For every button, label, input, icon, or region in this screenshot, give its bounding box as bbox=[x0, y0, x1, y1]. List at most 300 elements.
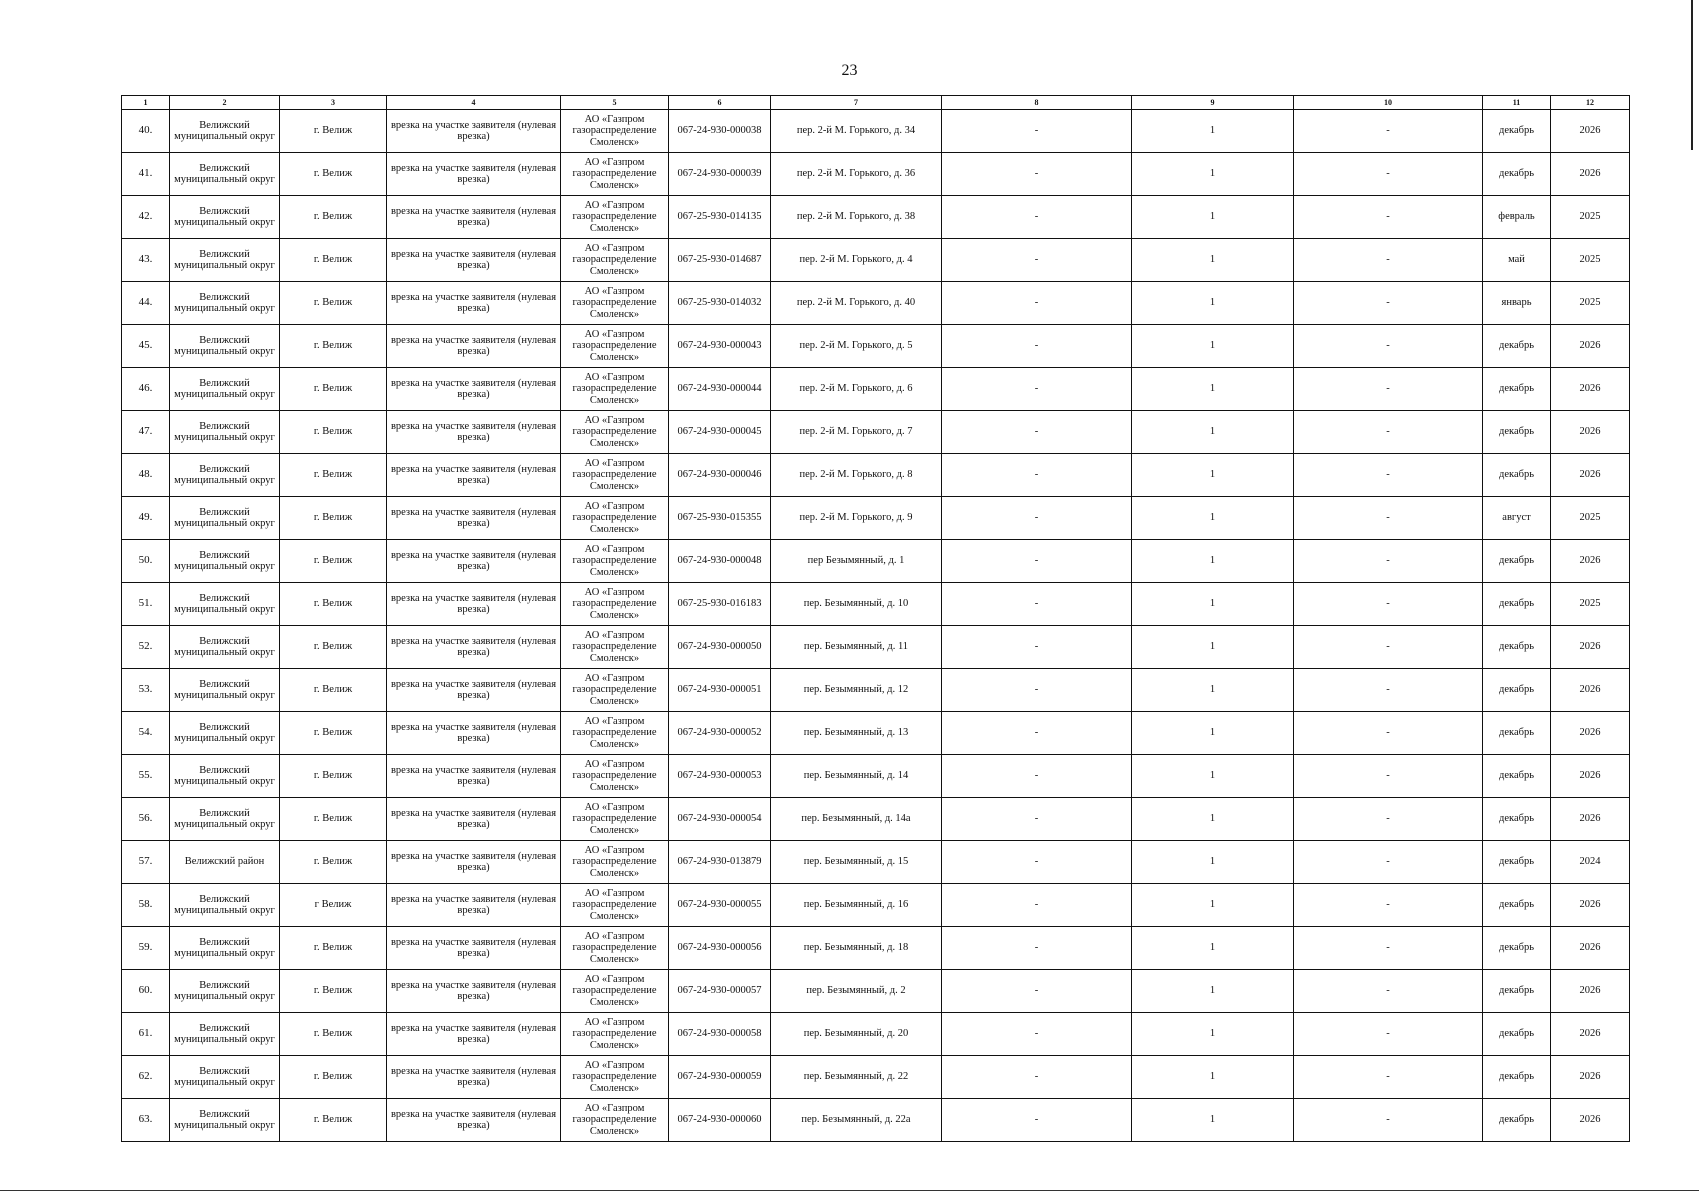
cell-connection-type: врезка на участке заявителя (нулевая врезка) bbox=[387, 325, 561, 368]
cell-application-number: 067-24-930-000054 bbox=[669, 798, 771, 841]
cell-col-9-value: 1 bbox=[1132, 755, 1294, 798]
table-row bbox=[122, 927, 1630, 970]
cell-settlement: г Велиж bbox=[280, 884, 387, 927]
cell-month: декабрь bbox=[1483, 884, 1551, 927]
cell-year: 2025 bbox=[1551, 196, 1630, 239]
cell-address: пер. Безымянный, д. 14а bbox=[771, 798, 942, 841]
cell-settlement: г. Велиж bbox=[280, 411, 387, 454]
cell-connection-type: врезка на участке заявителя (нулевая врезка) bbox=[387, 1056, 561, 1099]
cell-settlement: г. Велиж bbox=[280, 325, 387, 368]
cell-connection-type: врезка на участке заявителя (нулевая врезка) bbox=[387, 841, 561, 884]
cell-application-number: 067-24-930-000056 bbox=[669, 927, 771, 970]
cell-col-9-value: 1 bbox=[1132, 153, 1294, 196]
cell-settlement: г. Велиж bbox=[280, 153, 387, 196]
cell-organization: АО «Газпром газораспределение Смоленск» bbox=[561, 196, 669, 239]
cell-col-8-value: - bbox=[942, 1013, 1132, 1056]
cell-district: Велижский муниципальный округ bbox=[170, 798, 280, 841]
cell-district: Велижский муниципальный округ bbox=[170, 626, 280, 669]
table-body bbox=[122, 110, 1630, 1142]
table-row bbox=[122, 196, 1630, 239]
cell-col-10-value: - bbox=[1294, 239, 1483, 282]
cell-month: декабрь bbox=[1483, 454, 1551, 497]
cell-col-10-value: - bbox=[1294, 282, 1483, 325]
cell-col-8-value: - bbox=[942, 411, 1132, 454]
cell-application-number: 067-24-930-000048 bbox=[669, 540, 771, 583]
table-row bbox=[122, 368, 1630, 411]
cell-col-8-value: - bbox=[942, 325, 1132, 368]
cell-col-10-value: - bbox=[1294, 755, 1483, 798]
column-header-4: 4 bbox=[387, 96, 561, 110]
cell-row-number: 59. bbox=[122, 927, 170, 970]
cell-col-8-value: - bbox=[942, 497, 1132, 540]
cell-district: Велижский муниципальный округ bbox=[170, 1013, 280, 1056]
table-row bbox=[122, 325, 1630, 368]
table-row bbox=[122, 755, 1630, 798]
cell-settlement: г. Велиж bbox=[280, 1099, 387, 1142]
cell-district: Велижский муниципальный округ bbox=[170, 1099, 280, 1142]
cell-row-number: 40. bbox=[122, 110, 170, 153]
cell-connection-type: врезка на участке заявителя (нулевая врезка) bbox=[387, 282, 561, 325]
cell-col-10-value: - bbox=[1294, 927, 1483, 970]
cell-col-10-value: - bbox=[1294, 583, 1483, 626]
cell-month: декабрь bbox=[1483, 970, 1551, 1013]
cell-address: пер. Безымянный, д. 18 bbox=[771, 927, 942, 970]
cell-connection-type: врезка на участке заявителя (нулевая врезка) bbox=[387, 755, 561, 798]
cell-connection-type: врезка на участке заявителя (нулевая врезка) bbox=[387, 927, 561, 970]
cell-application-number: 067-24-930-000046 bbox=[669, 454, 771, 497]
cell-col-10-value: - bbox=[1294, 325, 1483, 368]
cell-connection-type: врезка на участке заявителя (нулевая врезка) bbox=[387, 196, 561, 239]
cell-col-10-value: - bbox=[1294, 153, 1483, 196]
cell-col-10-value: - bbox=[1294, 841, 1483, 884]
cell-col-8-value: - bbox=[942, 884, 1132, 927]
cell-address: пер. Безымянный, д. 22а bbox=[771, 1099, 942, 1142]
cell-col-10-value: - bbox=[1294, 884, 1483, 927]
cell-address: пер. Безымянный, д. 13 bbox=[771, 712, 942, 755]
cell-settlement: г. Велиж bbox=[280, 239, 387, 282]
cell-district: Велижский муниципальный округ bbox=[170, 669, 280, 712]
cell-application-number: 067-24-930-000043 bbox=[669, 325, 771, 368]
cell-connection-type: врезка на участке заявителя (нулевая врезка) bbox=[387, 669, 561, 712]
cell-col-8-value: - bbox=[942, 368, 1132, 411]
cell-row-number: 57. bbox=[122, 841, 170, 884]
cell-district: Велижский муниципальный округ bbox=[170, 497, 280, 540]
cell-year: 2026 bbox=[1551, 153, 1630, 196]
cell-col-9-value: 1 bbox=[1132, 841, 1294, 884]
cell-application-number: 067-24-930-000044 bbox=[669, 368, 771, 411]
cell-organization: АО «Газпром газораспределение Смоленск» bbox=[561, 884, 669, 927]
cell-address: пер. 2-й М. Горького, д. 8 bbox=[771, 454, 942, 497]
cell-col-9-value: 1 bbox=[1132, 798, 1294, 841]
table-row bbox=[122, 411, 1630, 454]
cell-organization: АО «Газпром газораспределение Смоленск» bbox=[561, 239, 669, 282]
table-row bbox=[122, 970, 1630, 1013]
cell-col-8-value: - bbox=[942, 1056, 1132, 1099]
cell-application-number: 067-24-930-000055 bbox=[669, 884, 771, 927]
cell-settlement: г. Велиж bbox=[280, 540, 387, 583]
cell-col-10-value: - bbox=[1294, 110, 1483, 153]
table-row bbox=[122, 540, 1630, 583]
cell-settlement: г. Велиж bbox=[280, 1013, 387, 1056]
cell-application-number: 067-24-930-000038 bbox=[669, 110, 771, 153]
cell-month: август bbox=[1483, 497, 1551, 540]
cell-col-8-value: - bbox=[942, 669, 1132, 712]
cell-row-number: 56. bbox=[122, 798, 170, 841]
cell-row-number: 47. bbox=[122, 411, 170, 454]
cell-year: 2026 bbox=[1551, 454, 1630, 497]
cell-year: 2026 bbox=[1551, 368, 1630, 411]
cell-col-9-value: 1 bbox=[1132, 368, 1294, 411]
cell-col-9-value: 1 bbox=[1132, 1056, 1294, 1099]
cell-month: декабрь bbox=[1483, 712, 1551, 755]
cell-settlement: г. Велиж bbox=[280, 712, 387, 755]
cell-settlement: г. Велиж bbox=[280, 970, 387, 1013]
cell-address: пер. Безымянный, д. 20 bbox=[771, 1013, 942, 1056]
cell-application-number: 067-24-930-000058 bbox=[669, 1013, 771, 1056]
cell-col-8-value: - bbox=[942, 927, 1132, 970]
cell-organization: АО «Газпром газораспределение Смоленск» bbox=[561, 325, 669, 368]
table-row bbox=[122, 1099, 1630, 1142]
column-header-11: 11 bbox=[1483, 96, 1551, 110]
document-table bbox=[121, 95, 1630, 1142]
column-header-12: 12 bbox=[1551, 96, 1630, 110]
cell-col-10-value: - bbox=[1294, 411, 1483, 454]
cell-month: декабрь bbox=[1483, 1099, 1551, 1142]
bottom-rule bbox=[0, 1190, 1699, 1191]
cell-row-number: 52. bbox=[122, 626, 170, 669]
cell-year: 2026 bbox=[1551, 884, 1630, 927]
cell-month: декабрь bbox=[1483, 927, 1551, 970]
cell-district: Велижский муниципальный округ bbox=[170, 970, 280, 1013]
cell-row-number: 55. bbox=[122, 755, 170, 798]
table-row bbox=[122, 884, 1630, 927]
cell-address: пер. Безымянный, д. 14 bbox=[771, 755, 942, 798]
cell-year: 2026 bbox=[1551, 970, 1630, 1013]
cell-col-8-value: - bbox=[942, 583, 1132, 626]
cell-col-9-value: 1 bbox=[1132, 196, 1294, 239]
cell-district: Велижский муниципальный округ bbox=[170, 110, 280, 153]
cell-district: Велижский муниципальный округ bbox=[170, 411, 280, 454]
cell-col-8-value: - bbox=[942, 626, 1132, 669]
cell-application-number: 067-24-930-013879 bbox=[669, 841, 771, 884]
cell-address: пер. Безымянный, д. 10 bbox=[771, 583, 942, 626]
cell-settlement: г. Велиж bbox=[280, 583, 387, 626]
cell-address: пер. Безымянный, д. 22 bbox=[771, 1056, 942, 1099]
cell-district: Велижский муниципальный округ bbox=[170, 927, 280, 970]
cell-settlement: г. Велиж bbox=[280, 110, 387, 153]
cell-address: пер. 2-й М. Горького, д. 5 bbox=[771, 325, 942, 368]
cell-settlement: г. Велиж bbox=[280, 927, 387, 970]
cell-address: пер. 2-й М. Горького, д. 40 bbox=[771, 282, 942, 325]
cell-row-number: 62. bbox=[122, 1056, 170, 1099]
cell-col-9-value: 1 bbox=[1132, 325, 1294, 368]
cell-settlement: г. Велиж bbox=[280, 755, 387, 798]
cell-settlement: г. Велиж bbox=[280, 497, 387, 540]
cell-settlement: г. Велиж bbox=[280, 454, 387, 497]
cell-settlement: г. Велиж bbox=[280, 196, 387, 239]
cell-col-9-value: 1 bbox=[1132, 1099, 1294, 1142]
cell-connection-type: врезка на участке заявителя (нулевая врезка) bbox=[387, 583, 561, 626]
cell-application-number: 067-25-930-015355 bbox=[669, 497, 771, 540]
cell-month: декабрь bbox=[1483, 411, 1551, 454]
cell-year: 2026 bbox=[1551, 626, 1630, 669]
cell-month: декабрь bbox=[1483, 669, 1551, 712]
table-row bbox=[122, 1056, 1630, 1099]
cell-month: декабрь bbox=[1483, 626, 1551, 669]
cell-col-9-value: 1 bbox=[1132, 411, 1294, 454]
cell-year: 2026 bbox=[1551, 669, 1630, 712]
cell-year: 2026 bbox=[1551, 798, 1630, 841]
cell-connection-type: врезка на участке заявителя (нулевая врезка) bbox=[387, 368, 561, 411]
cell-address: пер. 2-й М. Горького, д. 4 bbox=[771, 239, 942, 282]
column-header-1: 1 bbox=[122, 96, 170, 110]
cell-connection-type: врезка на участке заявителя (нулевая врезка) bbox=[387, 1099, 561, 1142]
cell-connection-type: врезка на участке заявителя (нулевая врезка) bbox=[387, 411, 561, 454]
cell-address: пер. 2-й М. Горького, д. 6 bbox=[771, 368, 942, 411]
cell-col-10-value: - bbox=[1294, 368, 1483, 411]
cell-organization: АО «Газпром газораспределение Смоленск» bbox=[561, 540, 669, 583]
cell-month: декабрь bbox=[1483, 325, 1551, 368]
table-row bbox=[122, 712, 1630, 755]
column-header-5: 5 bbox=[561, 96, 669, 110]
cell-month: декабрь bbox=[1483, 841, 1551, 884]
cell-year: 2024 bbox=[1551, 841, 1630, 884]
cell-organization: АО «Газпром газораспределение Смоленск» bbox=[561, 110, 669, 153]
scan-edge-line bbox=[1691, 0, 1693, 150]
cell-district: Велижский муниципальный округ bbox=[170, 540, 280, 583]
cell-address: пер. 2-й М. Горького, д. 36 bbox=[771, 153, 942, 196]
table-row bbox=[122, 583, 1630, 626]
cell-address: пер. 2-й М. Горького, д. 34 bbox=[771, 110, 942, 153]
cell-row-number: 61. bbox=[122, 1013, 170, 1056]
cell-application-number: 067-24-930-000052 bbox=[669, 712, 771, 755]
cell-district: Велижский район bbox=[170, 841, 280, 884]
cell-year: 2026 bbox=[1551, 1056, 1630, 1099]
cell-col-10-value: - bbox=[1294, 669, 1483, 712]
cell-col-9-value: 1 bbox=[1132, 669, 1294, 712]
cell-col-8-value: - bbox=[942, 282, 1132, 325]
cell-year: 2025 bbox=[1551, 282, 1630, 325]
cell-row-number: 46. bbox=[122, 368, 170, 411]
table-row bbox=[122, 1013, 1630, 1056]
cell-col-10-value: - bbox=[1294, 1013, 1483, 1056]
cell-col-10-value: - bbox=[1294, 1056, 1483, 1099]
cell-organization: АО «Газпром газораспределение Смоленск» bbox=[561, 153, 669, 196]
header-row bbox=[122, 96, 1630, 110]
cell-organization: АО «Газпром газораспределение Смоленск» bbox=[561, 497, 669, 540]
cell-year: 2026 bbox=[1551, 325, 1630, 368]
table-row bbox=[122, 798, 1630, 841]
cell-year: 2026 bbox=[1551, 755, 1630, 798]
cell-row-number: 51. bbox=[122, 583, 170, 626]
cell-district: Велижский муниципальный округ bbox=[170, 712, 280, 755]
column-header-10: 10 bbox=[1294, 96, 1483, 110]
cell-col-10-value: - bbox=[1294, 626, 1483, 669]
cell-connection-type: врезка на участке заявителя (нулевая врезка) bbox=[387, 970, 561, 1013]
cell-col-9-value: 1 bbox=[1132, 239, 1294, 282]
cell-col-8-value: - bbox=[942, 712, 1132, 755]
cell-organization: АО «Газпром газораспределение Смоленск» bbox=[561, 282, 669, 325]
cell-organization: АО «Газпром газораспределение Смоленск» bbox=[561, 1013, 669, 1056]
cell-col-8-value: - bbox=[942, 454, 1132, 497]
cell-month: декабрь bbox=[1483, 798, 1551, 841]
cell-connection-type: врезка на участке заявителя (нулевая врезка) bbox=[387, 497, 561, 540]
cell-year: 2025 bbox=[1551, 497, 1630, 540]
column-header-3: 3 bbox=[280, 96, 387, 110]
cell-application-number: 067-24-930-000039 bbox=[669, 153, 771, 196]
cell-district: Велижский муниципальный округ bbox=[170, 282, 280, 325]
cell-application-number: 067-24-930-000051 bbox=[669, 669, 771, 712]
cell-settlement: г. Велиж bbox=[280, 626, 387, 669]
cell-col-9-value: 1 bbox=[1132, 110, 1294, 153]
cell-application-number: 067-24-930-000050 bbox=[669, 626, 771, 669]
cell-col-8-value: - bbox=[942, 798, 1132, 841]
cell-month: декабрь bbox=[1483, 540, 1551, 583]
cell-col-10-value: - bbox=[1294, 798, 1483, 841]
cell-col-10-value: - bbox=[1294, 970, 1483, 1013]
cell-organization: АО «Газпром газораспределение Смоленск» bbox=[561, 368, 669, 411]
cell-connection-type: врезка на участке заявителя (нулевая врезка) bbox=[387, 626, 561, 669]
cell-col-10-value: - bbox=[1294, 454, 1483, 497]
cell-year: 2026 bbox=[1551, 110, 1630, 153]
cell-month: декабрь bbox=[1483, 153, 1551, 196]
column-header-7: 7 bbox=[771, 96, 942, 110]
cell-month: декабрь bbox=[1483, 755, 1551, 798]
cell-settlement: г. Велиж bbox=[280, 841, 387, 884]
cell-row-number: 53. bbox=[122, 669, 170, 712]
cell-application-number: 067-24-930-000053 bbox=[669, 755, 771, 798]
cell-organization: АО «Газпром газораспределение Смоленск» bbox=[561, 411, 669, 454]
cell-connection-type: врезка на участке заявителя (нулевая врезка) bbox=[387, 153, 561, 196]
cell-col-8-value: - bbox=[942, 110, 1132, 153]
document-table-container bbox=[121, 95, 1629, 1142]
cell-row-number: 45. bbox=[122, 325, 170, 368]
table-row bbox=[122, 841, 1630, 884]
cell-col-8-value: - bbox=[942, 540, 1132, 583]
cell-month: декабрь bbox=[1483, 1013, 1551, 1056]
cell-district: Велижский муниципальный округ bbox=[170, 196, 280, 239]
cell-application-number: 067-25-930-014687 bbox=[669, 239, 771, 282]
cell-col-9-value: 1 bbox=[1132, 626, 1294, 669]
cell-row-number: 60. bbox=[122, 970, 170, 1013]
cell-application-number: 067-25-930-016183 bbox=[669, 583, 771, 626]
cell-col-10-value: - bbox=[1294, 497, 1483, 540]
cell-application-number: 067-25-930-014135 bbox=[669, 196, 771, 239]
cell-col-9-value: 1 bbox=[1132, 282, 1294, 325]
page-number: 23 bbox=[841, 62, 858, 79]
cell-col-9-value: 1 bbox=[1132, 927, 1294, 970]
cell-month: декабрь bbox=[1483, 368, 1551, 411]
cell-district: Велижский муниципальный округ bbox=[170, 884, 280, 927]
cell-connection-type: врезка на участке заявителя (нулевая врезка) bbox=[387, 884, 561, 927]
cell-year: 2026 bbox=[1551, 1099, 1630, 1142]
cell-settlement: г. Велиж bbox=[280, 368, 387, 411]
cell-application-number: 067-25-930-014032 bbox=[669, 282, 771, 325]
cell-col-9-value: 1 bbox=[1132, 712, 1294, 755]
cell-month: январь bbox=[1483, 282, 1551, 325]
cell-row-number: 58. bbox=[122, 884, 170, 927]
cell-year: 2026 bbox=[1551, 927, 1630, 970]
cell-district: Велижский муниципальный округ bbox=[170, 1056, 280, 1099]
cell-row-number: 42. bbox=[122, 196, 170, 239]
cell-connection-type: врезка на участке заявителя (нулевая врезка) bbox=[387, 712, 561, 755]
cell-row-number: 44. bbox=[122, 282, 170, 325]
cell-col-8-value: - bbox=[942, 239, 1132, 282]
cell-col-9-value: 1 bbox=[1132, 884, 1294, 927]
cell-connection-type: врезка на участке заявителя (нулевая врезка) bbox=[387, 798, 561, 841]
cell-col-8-value: - bbox=[942, 755, 1132, 798]
cell-district: Велижский муниципальный округ bbox=[170, 153, 280, 196]
cell-col-8-value: - bbox=[942, 970, 1132, 1013]
cell-month: февраль bbox=[1483, 196, 1551, 239]
cell-settlement: г. Велиж bbox=[280, 798, 387, 841]
table-row bbox=[122, 669, 1630, 712]
cell-organization: АО «Газпром газораспределение Смоленск» bbox=[561, 755, 669, 798]
cell-year: 2026 bbox=[1551, 411, 1630, 454]
cell-application-number: 067-24-930-000060 bbox=[669, 1099, 771, 1142]
column-header-6: 6 bbox=[669, 96, 771, 110]
cell-organization: АО «Газпром газораспределение Смоленск» bbox=[561, 454, 669, 497]
table-row bbox=[122, 454, 1630, 497]
table-row bbox=[122, 153, 1630, 196]
cell-address: пер. 2-й М. Горького, д. 7 bbox=[771, 411, 942, 454]
cell-col-10-value: - bbox=[1294, 540, 1483, 583]
cell-col-8-value: - bbox=[942, 1099, 1132, 1142]
cell-district: Велижский муниципальный округ bbox=[170, 239, 280, 282]
cell-connection-type: врезка на участке заявителя (нулевая врезка) bbox=[387, 110, 561, 153]
cell-row-number: 50. bbox=[122, 540, 170, 583]
table-row bbox=[122, 497, 1630, 540]
cell-row-number: 43. bbox=[122, 239, 170, 282]
cell-row-number: 48. bbox=[122, 454, 170, 497]
cell-address: пер. 2-й М. Горького, д. 38 bbox=[771, 196, 942, 239]
cell-year: 2025 bbox=[1551, 239, 1630, 282]
cell-address: пер. 2-й М. Горького, д. 9 bbox=[771, 497, 942, 540]
cell-address: пер. Безымянный, д. 15 bbox=[771, 841, 942, 884]
cell-col-9-value: 1 bbox=[1132, 583, 1294, 626]
table-row bbox=[122, 110, 1630, 153]
cell-year: 2025 bbox=[1551, 583, 1630, 626]
cell-month: май bbox=[1483, 239, 1551, 282]
cell-district: Велижский муниципальный округ bbox=[170, 755, 280, 798]
cell-organization: АО «Газпром газораспределение Смоленск» bbox=[561, 927, 669, 970]
cell-col-9-value: 1 bbox=[1132, 497, 1294, 540]
cell-organization: АО «Газпром газораспределение Смоленск» bbox=[561, 1056, 669, 1099]
cell-col-10-value: - bbox=[1294, 196, 1483, 239]
cell-row-number: 41. bbox=[122, 153, 170, 196]
cell-district: Велижский муниципальный округ bbox=[170, 368, 280, 411]
column-header-2: 2 bbox=[170, 96, 280, 110]
table-row bbox=[122, 239, 1630, 282]
cell-settlement: г. Велиж bbox=[280, 282, 387, 325]
cell-col-9-value: 1 bbox=[1132, 540, 1294, 583]
cell-year: 2026 bbox=[1551, 712, 1630, 755]
cell-settlement: г. Велиж bbox=[280, 669, 387, 712]
cell-application-number: 067-24-930-000059 bbox=[669, 1056, 771, 1099]
cell-col-8-value: - bbox=[942, 196, 1132, 239]
cell-district: Велижский муниципальный округ bbox=[170, 325, 280, 368]
cell-address: пер. Безымянный, д. 2 bbox=[771, 970, 942, 1013]
cell-application-number: 067-24-930-000057 bbox=[669, 970, 771, 1013]
cell-organization: АО «Газпром газораспределение Смоленск» bbox=[561, 841, 669, 884]
cell-district: Велижский муниципальный округ bbox=[170, 583, 280, 626]
cell-row-number: 49. bbox=[122, 497, 170, 540]
cell-col-9-value: 1 bbox=[1132, 970, 1294, 1013]
column-header-9: 9 bbox=[1132, 96, 1294, 110]
cell-month: декабрь bbox=[1483, 583, 1551, 626]
cell-year: 2026 bbox=[1551, 540, 1630, 583]
table-row bbox=[122, 626, 1630, 669]
